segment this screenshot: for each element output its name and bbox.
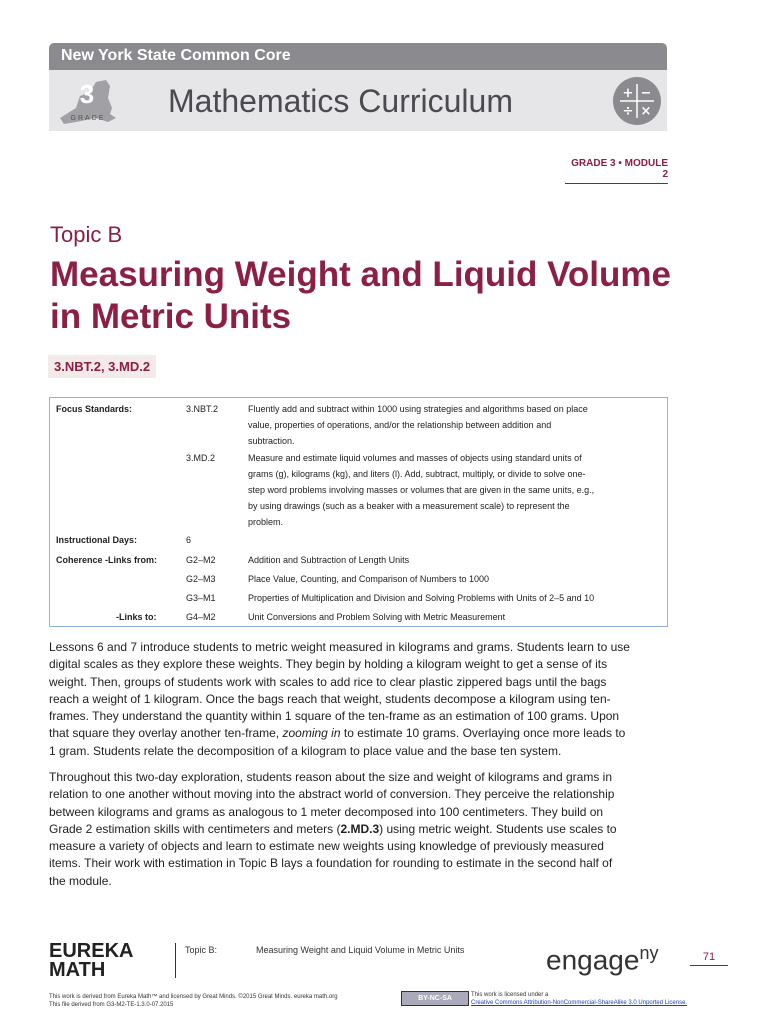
emphasis: zooming in [282,726,341,741]
topic-label: Topic B [50,222,123,247]
focus-description [248,450,658,530]
banner-title: New York State Common Core [61,47,291,64]
text-line: frames. They understand the quantity within 1 square of the ten-frame as an estimation of 100 grams. Upon [49,709,620,724]
topic-title-line1: Measuring Weight and Liquid Volume [50,255,671,294]
derived-notice: This work is derived from Eureka Math™ and licensed by Great Minds. ©2015 Great Minds. eureka math.org [49,994,338,1000]
instructional-days-value: 6 [186,535,192,545]
paragraph-2 [49,769,669,890]
focus-line: problem. [248,517,284,527]
instructional-days-label: Instructional Days: [56,535,138,545]
text-line: relation to one another without moving into the abstract world of conversion. They perceive the relationship [49,787,615,802]
svg-text:+: + [622,86,634,101]
focus-code: 3.MD.2 [186,453,216,463]
text-line: Throughout this two-day exploration, students reason about the size and weight of kilograms and grams in [49,770,612,784]
svg-text:÷: ÷ [622,104,634,119]
header-banner [49,43,667,70]
focus-line: value, properties of operations, and/or the relationship between addition and [248,420,552,430]
eureka-math-logo: EUREKA MATH [49,940,134,981]
text-line: items. Their work with estimation in Topic B lays a foundation for rounding to estimate in the second half of [49,856,613,871]
text-line: the module. [49,873,112,888]
focus-line: Measure and estimate liquid volumes and masses of objects using standard units of [248,453,582,463]
footer-topic: Topic B: [185,945,218,955]
footer-lesson-title: Measuring Weight and Liquid Volume in Metric Units [256,945,465,955]
text-line: reach a weight of 1 kilogram. Once the bags reach that weight, students decompose a kilogram using ten- [49,691,611,706]
link-code: G3–M1 [186,593,216,603]
link-text: Place Value, Counting, and Comparison of Numbers to 1000 [248,574,489,584]
link-text: Properties of Multiplication and Division and Solving Problems with Units of 2–5 and 10 [248,593,595,603]
svg-text:×: × [640,104,652,119]
focus-standards-label: Focus Standards: [56,404,133,414]
math-operations-icon [612,76,662,126]
topic-title-line2: in Metric Units [50,297,292,336]
focus-line: by using drawings (such as a beaker with a measurement scale) to represent the [248,501,570,511]
focus-line: subtraction. [248,436,295,446]
license-intro: This work is licensed under a [471,992,549,998]
focus-code: 3.NBT.2 [186,404,219,414]
text-line: digital scales as they explore these weights. They begin by holding a kilogram weight to get a sense of its [49,657,608,672]
text-line: 1 gram. Students relate the decomposition of a kilogram to place value and the base ten system. [49,743,562,758]
page-number: 71 [690,951,728,966]
link-text: Unit Conversions and Problem Solving with Metric Measurement [248,612,506,622]
text-line: Grade 2 estimation skills with centimeters and meters (2.MD.3) using metric weight. Students use scales to [49,821,617,836]
file-notice: This file derived from G3-M2-TE-1.3.0-07.2015 [49,1002,174,1008]
footer-divider [175,943,176,978]
creative-commons-icon: BY-NC-SA [401,991,469,1006]
text-line: between kilograms and grams as analogous to 1 meter decomposed into 100 centimeters. They build on [49,804,604,819]
focus-line: Fluently add and subtract within 1000 using strategies and algorithms based on place [248,404,588,414]
grade-number: 3 [79,79,95,109]
topic-title [50,254,690,338]
standard-ref: 2.MD.3 [340,821,380,836]
paragraph-1 [49,639,669,760]
coherence-label: Coherence -Links from: [56,555,158,565]
text-line: that square they overlay another ten-frame, zooming in to estimate 10 grams. Overlaying once more leads to [49,726,626,741]
focus-line: step word problems involving masses or volumes that are given in the same units, e.g., [248,485,595,495]
focus-line: grams (g), kilograms (kg), and liters (l). Add, subtract, multiply, or divide to solve one- [248,469,586,479]
link-text: Addition and Subtraction of Length Units [248,555,410,565]
text-line: Lessons 6 and 7 introduce students to metric weight measured in kilograms and grams. Students learn to use [49,640,630,654]
text-line: weight. Then, groups of students work with scales to add rice to clear plastic zippered bags until the bags [49,674,607,689]
engageny-logo: engage$^{ny}$ [546,943,659,976]
links-to-label: -Links to: [116,612,157,622]
grade-word: GRADE [70,115,106,122]
link-code: G2–M3 [186,574,216,584]
standards-badge: 3.NBT.2, 3.MD.2 [48,355,156,378]
text-line: measure a variety of objects and learn to estimate new weights using knowledge of previously measured [49,839,604,854]
link-code: G2–M2 [186,555,216,565]
module-tag: GRADE 3 • MODULE 2 [565,158,668,184]
license-link[interactable]: Creative Commons Attribution-NonCommercial-ShareAlike 3.0 Unported License. [471,1000,688,1006]
curriculum-title: Mathematics Curriculum [168,83,513,119]
focus-description [248,401,658,449]
link-code: G4–M2 [186,612,216,622]
svg-text:−: − [640,86,652,101]
